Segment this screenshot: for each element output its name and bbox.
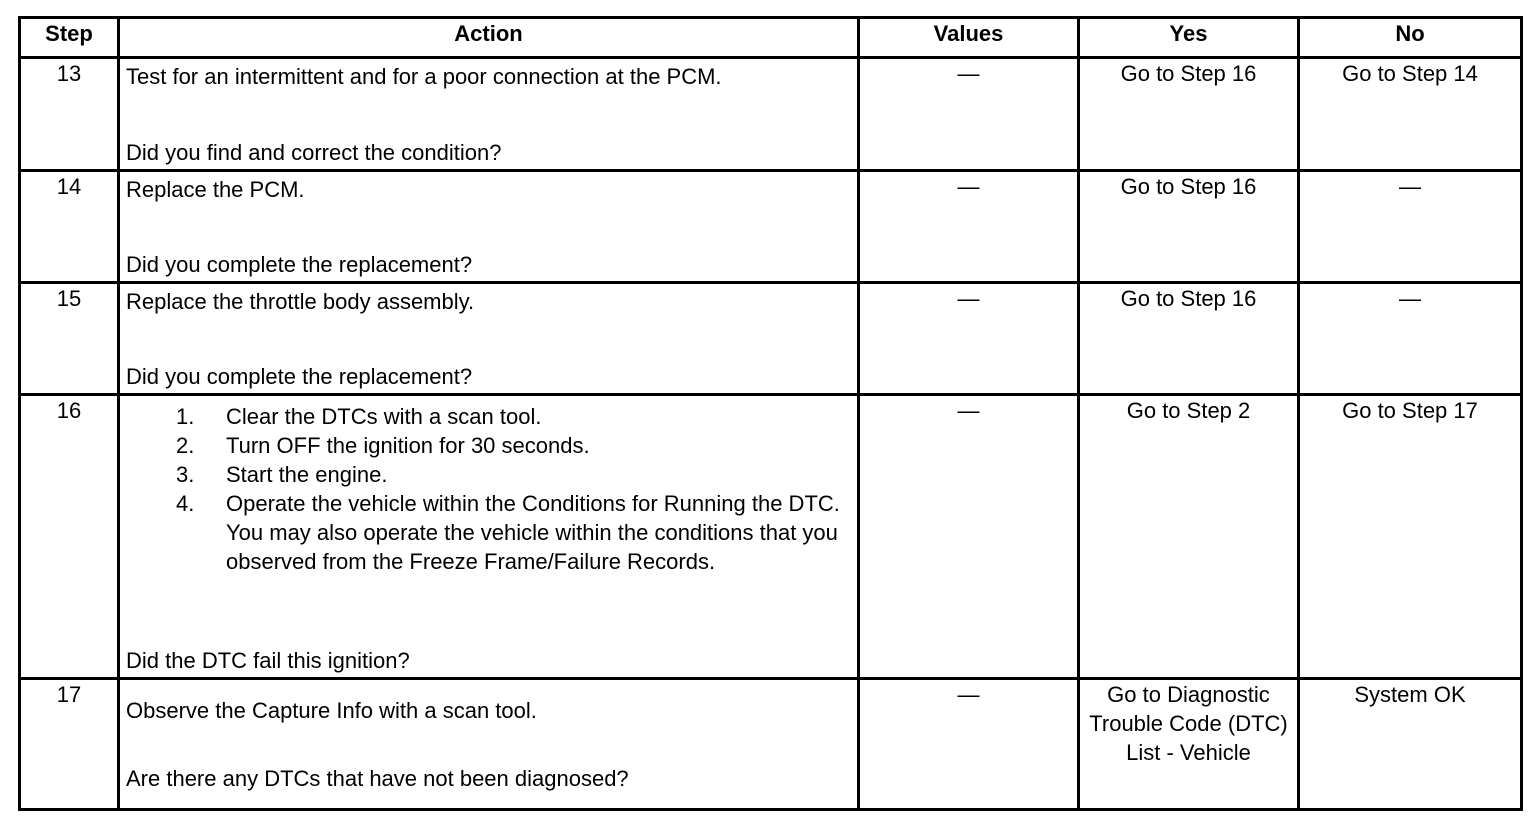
no-outcome: — — [1399, 174, 1421, 199]
no-cell — [1299, 171, 1522, 283]
diagnostic-table — [18, 16, 1523, 811]
action-cell — [119, 171, 859, 283]
header-no: No — [1299, 18, 1522, 58]
list-item — [176, 402, 851, 431]
table-row — [20, 58, 1522, 171]
list-item-text: Start the engine. — [226, 462, 388, 487]
values-cell: — — [859, 58, 1079, 171]
header-yes: Yes — [1079, 18, 1299, 58]
action-instruction: Replace the PCM. — [126, 177, 305, 202]
header-step: Step — [20, 18, 119, 58]
action-question: Are there any DTCs that have not been diagnosed? — [126, 766, 629, 791]
step-number: 17 — [20, 679, 119, 810]
yes-outcome: Go to Step 16 — [1120, 174, 1257, 199]
list-item-number: 4. — [176, 491, 195, 516]
yes-outcome: Go to Step 16 — [1120, 286, 1257, 311]
header-values: Values — [859, 18, 1079, 58]
list-item-text: Turn OFF the ignition for 30 seconds. — [226, 433, 590, 458]
yes-outcome: Go to Diagnostic Trouble Code (DTC) List - Vehicle — [1089, 682, 1288, 765]
no-cell — [1299, 395, 1522, 679]
no-outcome: — — [1399, 286, 1421, 311]
values-cell: — — [859, 395, 1079, 679]
list-item-number: 3. — [176, 462, 195, 487]
yes-cell — [1079, 58, 1299, 171]
table-row — [20, 171, 1522, 283]
action-cell — [119, 58, 859, 171]
no-cell — [1299, 283, 1522, 395]
action-question: Did the DTC fail this ignition? — [126, 648, 410, 673]
no-outcome: Go to Step 14 — [1342, 61, 1478, 86]
list-item — [176, 489, 851, 576]
action-question: Did you find and correct the condition? — [126, 140, 502, 165]
step-number: 16 — [20, 395, 119, 679]
list-item-text: Operate the vehicle within the Conditions for Running the DTC. You may also operate the vehicle within the conditions that you observed from the Freeze Frame/Failure Records. — [226, 491, 840, 574]
header-action: Action — [119, 18, 859, 58]
action-instruction: Replace the throttle body assembly. — [126, 289, 475, 314]
action-step-list — [126, 402, 851, 576]
table-row — [20, 283, 1522, 395]
step-number: 14 — [20, 171, 119, 283]
values-cell: — — [859, 679, 1079, 810]
no-cell — [1299, 679, 1522, 810]
step-number: 13 — [20, 58, 119, 171]
action-cell — [119, 283, 859, 395]
list-item — [176, 460, 851, 489]
yes-outcome: Go to Step 2 — [1126, 398, 1251, 423]
action-instruction: Observe the Capture Info with a scan tool. — [126, 698, 537, 723]
action-question: Did you complete the replacement? — [126, 252, 473, 277]
action-cell — [119, 679, 859, 810]
action-question: Did you complete the replacement? — [126, 364, 473, 389]
action-cell — [119, 395, 859, 679]
no-outcome: System OK — [1354, 682, 1466, 707]
values-cell: — — [859, 171, 1079, 283]
step-number: 15 — [20, 283, 119, 395]
action-instruction: Test for an intermittent and for a poor connection at the PCM. — [126, 64, 722, 89]
values-cell: — — [859, 283, 1079, 395]
yes-cell — [1079, 395, 1299, 679]
list-item-text: Clear the DTCs with a scan tool. — [226, 404, 542, 429]
no-outcome: Go to Step 17 — [1342, 398, 1478, 423]
header-row — [20, 18, 1522, 58]
table-row — [20, 395, 1522, 679]
list-item-number: 1. — [176, 404, 195, 429]
list-item-number: 2. — [176, 433, 195, 458]
no-cell — [1299, 58, 1522, 171]
list-item — [176, 431, 851, 460]
yes-cell — [1079, 283, 1299, 395]
yes-outcome: Go to Step 16 — [1120, 61, 1257, 86]
yes-cell — [1079, 171, 1299, 283]
yes-cell — [1079, 679, 1299, 810]
table-row — [20, 679, 1522, 810]
